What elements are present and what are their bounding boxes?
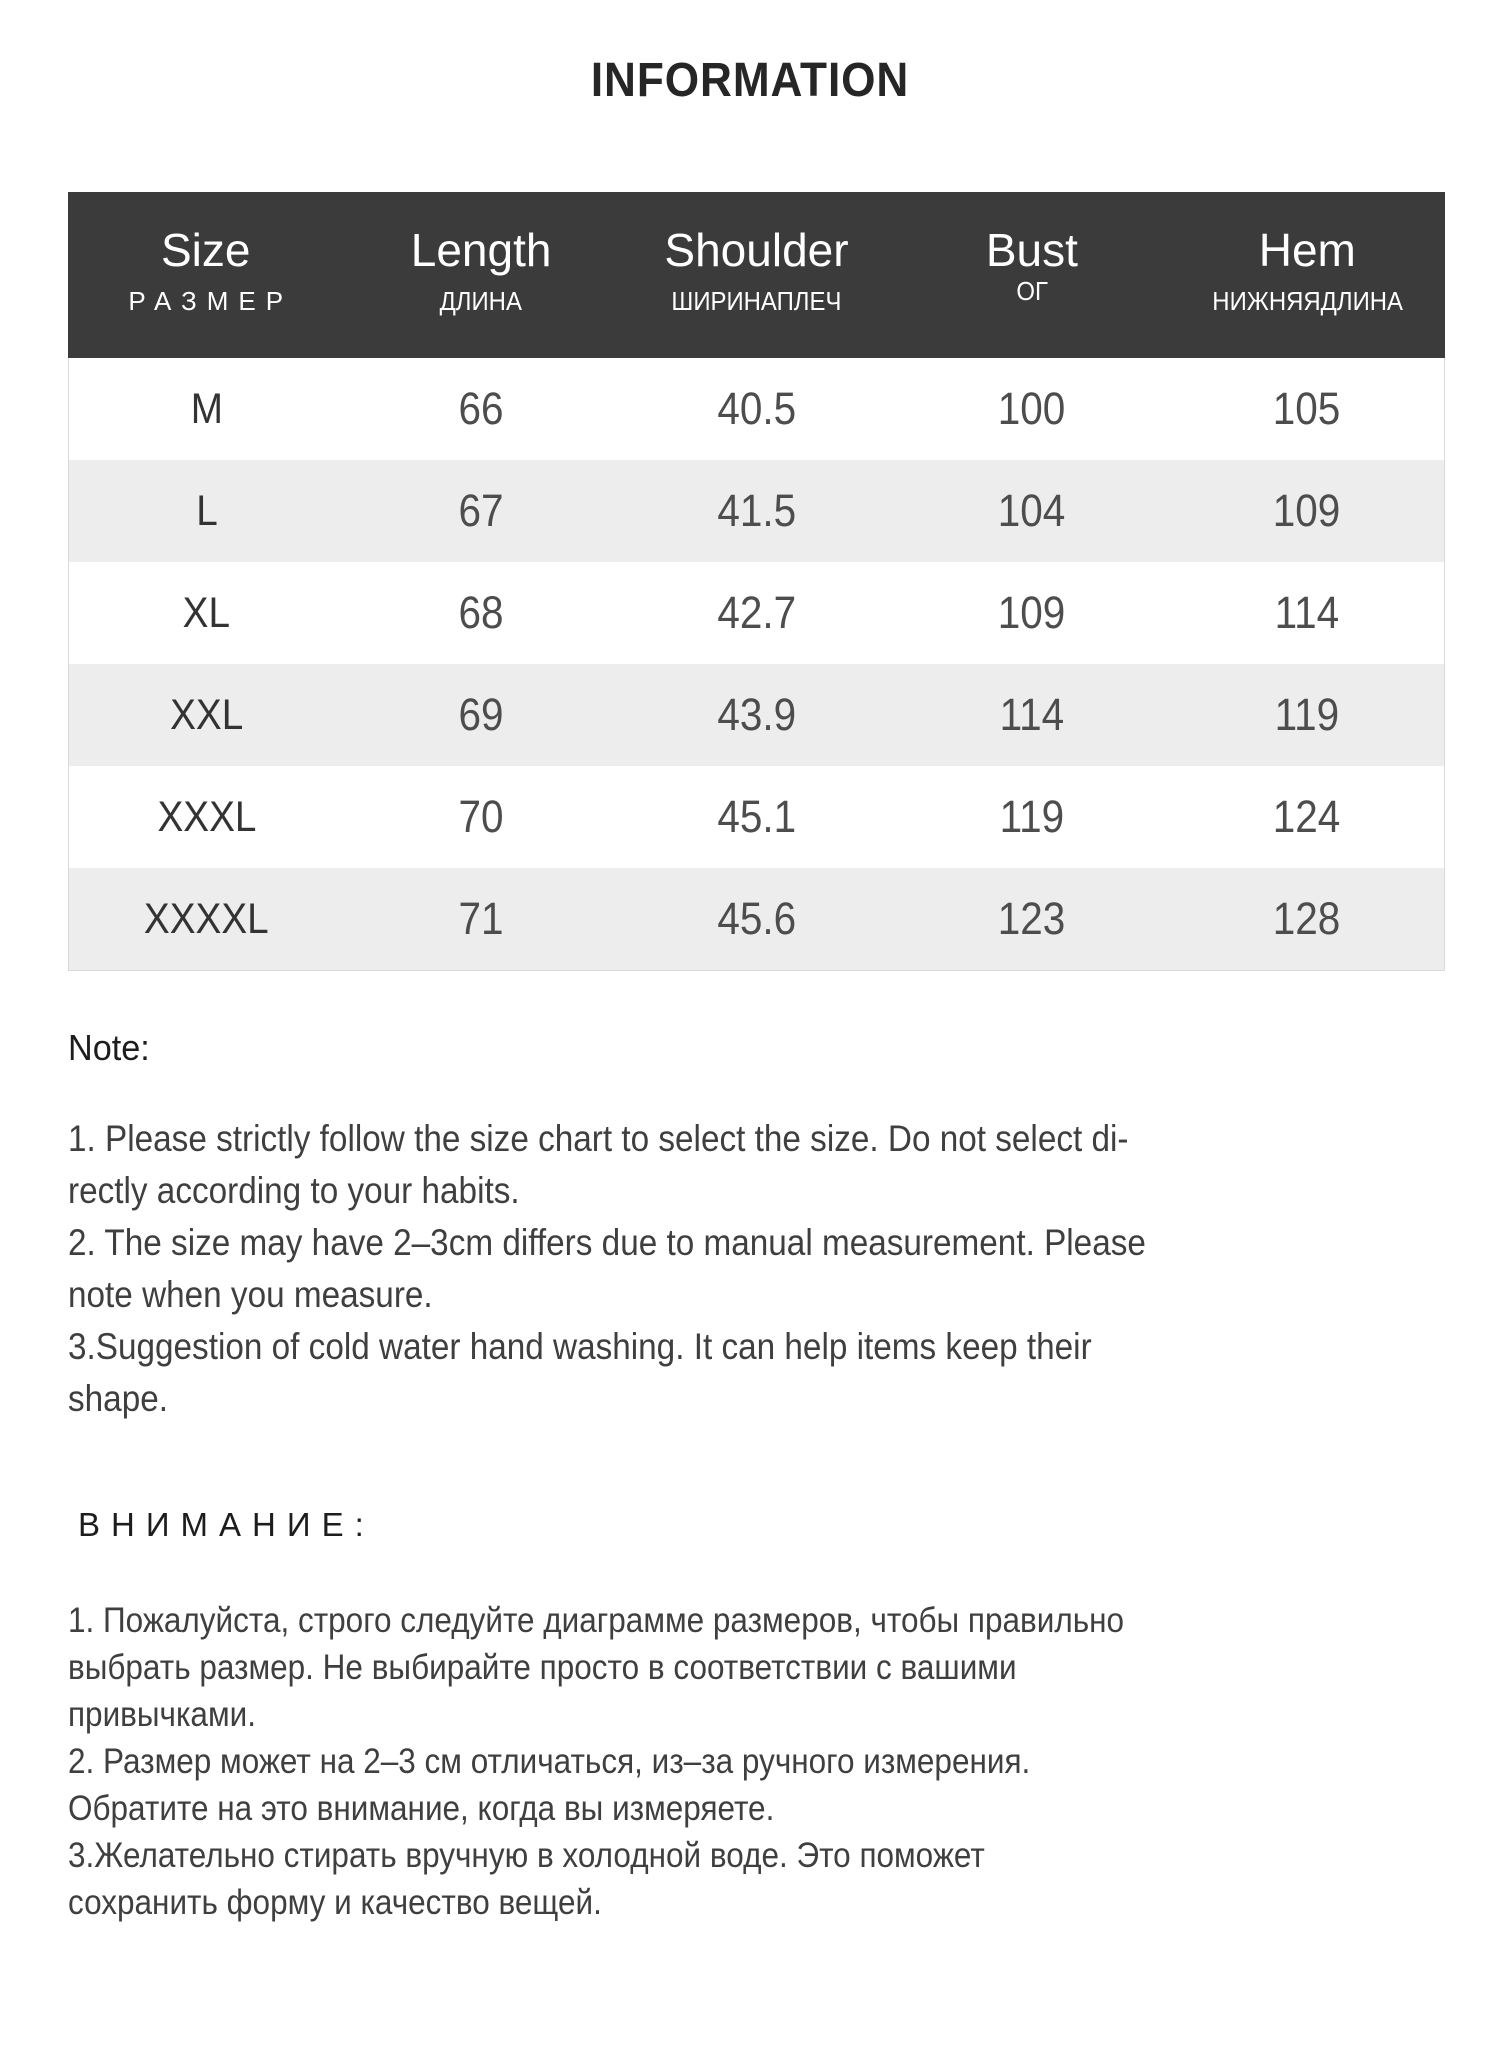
cell-value: 69: [458, 689, 505, 740]
note-ru-line: [68, 1738, 1500, 1785]
table-row-l: [69, 460, 1444, 562]
note-en-line-text: note when you measure.: [68, 1274, 433, 1315]
column-header-ru-text: НИЖНЯЯДЛИНА: [1211, 286, 1403, 316]
note-en-line: [68, 1269, 1500, 1321]
note-ru-line-text: Обратите на это внимание, когда вы измеряете.: [68, 1789, 775, 1828]
page-title: [0, 55, 1500, 107]
column-header-ru-text: ДЛИНА: [439, 286, 523, 316]
note-en-line-text: 3.Suggestion of cold water hand washing. It can help items keep their: [68, 1326, 1092, 1367]
cell-size: [69, 460, 344, 562]
cell-value: 104: [997, 485, 1066, 536]
column-header-bust: [894, 226, 1169, 316]
cell-size: [69, 868, 344, 970]
note-heading-ru-text: ВНИМАНИЕ:: [78, 1506, 375, 1543]
cell-value: 43.9: [717, 689, 796, 740]
note-lines-en: [68, 1113, 1500, 1425]
cell-value: XXL: [169, 690, 244, 739]
cell-shoulder: [619, 766, 894, 868]
note-en-line: [68, 1217, 1500, 1269]
cell-value: 71: [458, 893, 505, 944]
cell-value: 45.1: [717, 791, 796, 842]
cell-shoulder: [619, 562, 894, 664]
cell-value: 70: [458, 791, 505, 842]
cell-shoulder: [619, 460, 894, 562]
cell-length: [344, 358, 619, 460]
note-ru-line: [68, 1832, 1500, 1879]
table-row-xl: [69, 562, 1444, 664]
cell-hem: [1169, 358, 1444, 460]
note-lines-ru: [68, 1597, 1500, 1926]
cell-value: 41.5: [717, 485, 796, 536]
size-table-header: [68, 192, 1445, 358]
note-section-ru: [68, 1505, 1500, 1926]
note-ru-line-text: 1. Пожалуйста, строго следуйте диаграмме размеров, чтобы правильно: [68, 1601, 1125, 1640]
cell-value: 66: [458, 383, 505, 434]
cell-value: XXXL: [157, 792, 256, 841]
cell-hem: [1169, 766, 1444, 868]
cell-length: [344, 562, 619, 664]
column-header-en-label: Size: [160, 224, 251, 276]
cell-value: M: [190, 384, 223, 433]
cell-length: [344, 868, 619, 970]
cell-hem: [1169, 562, 1444, 664]
cell-value: XXXXL: [144, 894, 269, 943]
cell-bust: [894, 766, 1169, 868]
cell-value: 105: [1272, 383, 1341, 434]
note-ru-line-text: привычками.: [68, 1695, 256, 1734]
column-header-ru-label: [619, 286, 894, 316]
note-en-line-text: rectly according to your habits.: [68, 1170, 520, 1211]
cell-value: 100: [997, 383, 1066, 434]
cell-shoulder: [619, 358, 894, 460]
note-ru-line-text: 3.Желательно стирать вручную в холодной воде. Это поможет: [68, 1836, 985, 1875]
cell-value: 119: [999, 791, 1064, 842]
cell-size: [69, 664, 344, 766]
cell-bust: [894, 358, 1169, 460]
note-heading-en: [68, 1027, 1500, 1069]
cell-size: [69, 766, 344, 868]
column-header-ru-label: [68, 286, 343, 316]
cell-value: 124: [1272, 791, 1341, 842]
cell-value: 45.6: [717, 893, 796, 944]
column-header-ru-label: [1170, 286, 1445, 316]
table-row-xxl: [69, 664, 1444, 766]
cell-shoulder: [619, 664, 894, 766]
note-ru-line-text: сохранить форму и качество вещей.: [68, 1883, 602, 1922]
cell-value: 40.5: [717, 383, 796, 434]
cell-length: [344, 766, 619, 868]
size-table-body: [68, 358, 1445, 971]
cell-value: 42.7: [717, 587, 796, 638]
column-header-en-label: Shoulder: [664, 224, 849, 276]
cell-length: [344, 460, 619, 562]
column-header-ru-text: ШИРИНАПЛЕЧ: [671, 286, 842, 316]
column-header-size: [68, 226, 343, 316]
cell-bust: [894, 664, 1169, 766]
cell-hem: [1169, 664, 1444, 766]
cell-value: 68: [458, 587, 505, 638]
note-heading-en-text: Note:: [68, 1027, 150, 1068]
note-en-line-text: 1. Please strictly follow the size chart to select the size. Do not select di-: [68, 1118, 1129, 1159]
note-en-line-text: shape.: [68, 1378, 168, 1419]
table-row-xxxl: [69, 766, 1444, 868]
column-header-ru-label: [894, 276, 1169, 306]
note-ru-line-text: 2. Размер может на 2–3 см отличаться, из–за ручного измерения.: [68, 1742, 1031, 1781]
note-ru-line-text: выбрать размер. Не выбирайте просто в соответствии с вашими: [68, 1648, 1017, 1687]
note-ru-line: [68, 1879, 1500, 1926]
column-header-ru-text: ОГ: [1016, 276, 1048, 306]
column-header-shoulder: [619, 226, 894, 316]
note-heading-ru: [78, 1505, 1500, 1545]
cell-value: 114: [1274, 587, 1339, 638]
note-ru-line: [68, 1785, 1500, 1832]
cell-value: 109: [997, 587, 1066, 638]
note-ru-line: [68, 1644, 1500, 1691]
note-en-line-text: 2. The size may have 2–3cm differs due to manual measurement. Please: [68, 1222, 1146, 1263]
cell-bust: [894, 460, 1169, 562]
column-header-ru-text: РАЗМЕР: [128, 286, 294, 316]
column-header-en-label: Length: [410, 224, 552, 276]
note-ru-line: [68, 1597, 1500, 1644]
table-row-xxxxl: [69, 868, 1444, 970]
note-en-line: [68, 1165, 1500, 1217]
cell-value: 67: [458, 485, 505, 536]
column-header-hem: [1170, 226, 1445, 316]
cell-value: 128: [1272, 893, 1341, 944]
cell-bust: [894, 868, 1169, 970]
note-en-line: [68, 1321, 1500, 1373]
column-header-en-label: Hem: [1258, 224, 1356, 276]
cell-length: [344, 664, 619, 766]
cell-value: 109: [1272, 485, 1341, 536]
cell-value: 123: [997, 893, 1066, 944]
cell-bust: [894, 562, 1169, 664]
size-table: [68, 192, 1445, 971]
note-en-line: [68, 1113, 1500, 1165]
cell-value: L: [195, 486, 218, 535]
cell-value: 119: [1274, 689, 1339, 740]
column-header-en-label: Bust: [985, 224, 1078, 276]
cell-size: [69, 562, 344, 664]
table-row-m: [69, 358, 1444, 460]
note-en-line: [68, 1373, 1500, 1425]
cell-size: [69, 358, 344, 460]
cell-shoulder: [619, 868, 894, 970]
column-header-length: [343, 226, 618, 316]
column-header-ru-label: [343, 286, 618, 316]
note-section-en: [68, 1027, 1500, 1425]
cell-hem: [1169, 868, 1444, 970]
cell-hem: [1169, 460, 1444, 562]
cell-value: XL: [182, 588, 231, 637]
page-title-text: INFORMATION: [590, 54, 910, 107]
size-info-page: [0, 55, 1500, 1926]
cell-value: 114: [999, 689, 1064, 740]
note-ru-line: [68, 1691, 1500, 1738]
